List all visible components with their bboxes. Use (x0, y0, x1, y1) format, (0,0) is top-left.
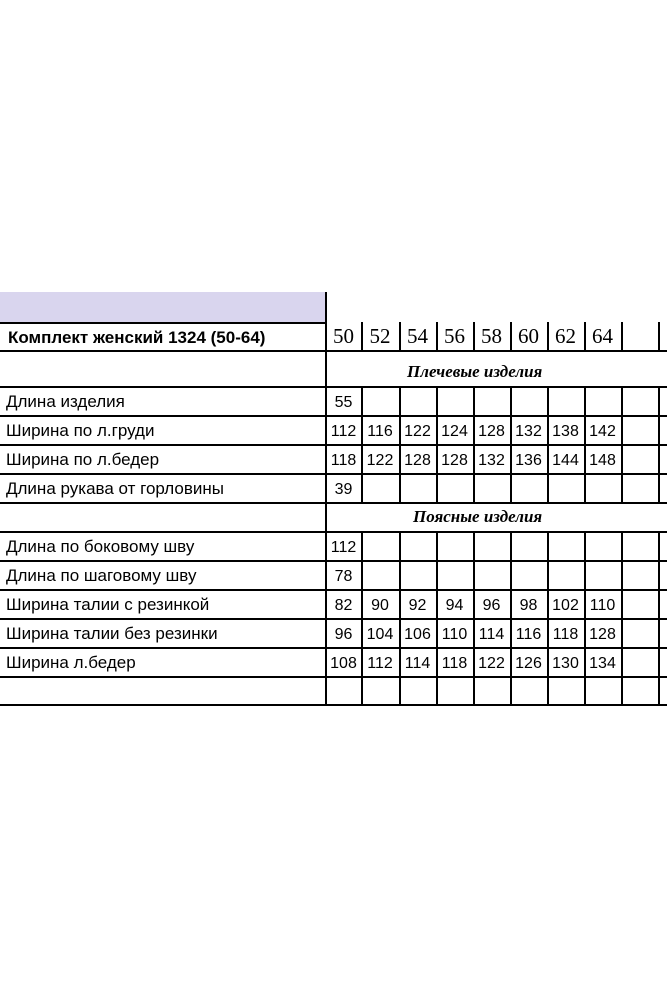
grid-line (325, 292, 327, 706)
row-label: Ширина по л.бедер (6, 450, 160, 469)
grid-line (0, 473, 667, 475)
table-cell: 96 (334, 626, 353, 643)
grid-line (547, 386, 549, 502)
grid-line (361, 386, 363, 502)
grid-line (473, 322, 475, 351)
grid-line (584, 531, 586, 706)
grid-line (473, 386, 475, 502)
grid-line (399, 531, 401, 706)
size-header-60: 60 (518, 324, 539, 348)
table-cell: 112 (367, 655, 393, 672)
size-header-56: 56 (444, 324, 465, 348)
grid-line (0, 444, 667, 446)
table-cell: 128 (589, 626, 616, 643)
grid-line (510, 386, 512, 502)
grid-line (0, 531, 667, 533)
grid-line (473, 531, 475, 706)
table-cell: 144 (552, 452, 579, 469)
row-label: Ширина талии с резинкой (6, 595, 210, 614)
grid-line (510, 531, 512, 706)
grid-line (0, 589, 667, 591)
size-header-52: 52 (369, 324, 391, 348)
table-cell: 122 (478, 655, 505, 672)
grid-line (621, 322, 623, 351)
row-label: Ширина по л.груди (6, 421, 155, 440)
table-cell: 110 (441, 626, 468, 643)
grid-line (584, 386, 586, 502)
section-title-shoulder: Плечевые изделия (407, 362, 543, 381)
table-cell: 39 (334, 481, 353, 498)
size-header-62: 62 (555, 324, 576, 348)
row-label: Длина изделия (6, 392, 125, 411)
table-cell: 132 (515, 423, 542, 440)
grid-line (658, 322, 660, 351)
grid-line (0, 322, 326, 324)
grid-line (510, 322, 512, 351)
table-cell: 94 (445, 597, 464, 614)
table-cell: 118 (330, 452, 357, 469)
grid-line (584, 322, 586, 351)
grid-line (658, 531, 660, 706)
table-cell: 55 (334, 394, 353, 411)
table-cell: 116 (515, 626, 542, 643)
table-cell: 112 (330, 423, 357, 440)
table-cell: 114 (478, 626, 505, 643)
row-label: Длина по боковому шву (6, 537, 195, 556)
table-cell: 118 (441, 655, 468, 672)
grid-line (658, 386, 660, 502)
table-cell: 92 (408, 597, 427, 614)
table-cell: 122 (404, 423, 431, 440)
grid-line (436, 531, 438, 706)
table-cell: 90 (371, 597, 389, 614)
grid-line (0, 647, 667, 649)
grid-line (436, 322, 438, 351)
grid-line (547, 531, 549, 706)
table-cell: 122 (366, 452, 394, 469)
grid-line (436, 386, 438, 502)
table-cell: 104 (366, 626, 394, 643)
table-cell: 118 (552, 626, 579, 643)
table-cell: 112 (330, 539, 357, 556)
table-title: Комплект женский 1324 (50-64) (8, 328, 266, 347)
size-header-58: 58 (481, 324, 502, 348)
grid-line (361, 531, 363, 706)
table-cell: 116 (367, 423, 393, 440)
table-cell: 96 (482, 597, 501, 614)
row-label: Ширина л.бедер (6, 653, 136, 672)
table-cell: 128 (441, 452, 468, 469)
section-title-waist: Поясные изделия (413, 507, 543, 526)
table-cell: 82 (334, 597, 353, 614)
table-cell: 98 (519, 597, 538, 614)
grid-line (0, 350, 667, 352)
grid-line (361, 322, 363, 351)
table-cell: 138 (552, 423, 579, 440)
table-cell: 128 (404, 452, 431, 469)
table-cell: 132 (478, 452, 505, 469)
grid-line (0, 560, 667, 562)
table-cell: 102 (552, 597, 579, 614)
table-cell: 136 (515, 452, 542, 469)
table-cell: 126 (515, 655, 542, 672)
grid-line (621, 386, 623, 502)
grid-line (0, 704, 667, 706)
table-cell: 108 (330, 655, 357, 672)
table-cell: 114 (404, 655, 431, 672)
size-header-64: 64 (592, 324, 613, 348)
row-label: Длина по шаговому шву (6, 566, 197, 585)
title-background (0, 292, 326, 323)
row-label: Длина рукава от горловины (6, 479, 224, 498)
grid-line (547, 322, 549, 351)
grid-line (0, 415, 667, 417)
table-cell: 148 (589, 452, 616, 469)
table-cell: 124 (441, 423, 468, 440)
table-cell: 78 (334, 568, 353, 585)
grid-line (0, 618, 667, 620)
row-label: Ширина талии без резинки (6, 624, 218, 643)
grid-line (0, 502, 667, 504)
size-header-50: 50 (333, 324, 354, 348)
table-cell: 106 (404, 626, 431, 643)
grid-line (399, 322, 401, 351)
table-cell: 128 (478, 423, 505, 440)
table-cell: 142 (589, 423, 616, 440)
table-cell: 130 (552, 655, 579, 672)
grid-line (0, 676, 667, 678)
table-cell: 134 (589, 655, 616, 672)
grid-line (399, 386, 401, 502)
grid-line (0, 386, 667, 388)
grid-line (621, 531, 623, 706)
table-cell: 110 (589, 597, 616, 614)
size-header-54: 54 (407, 324, 428, 348)
